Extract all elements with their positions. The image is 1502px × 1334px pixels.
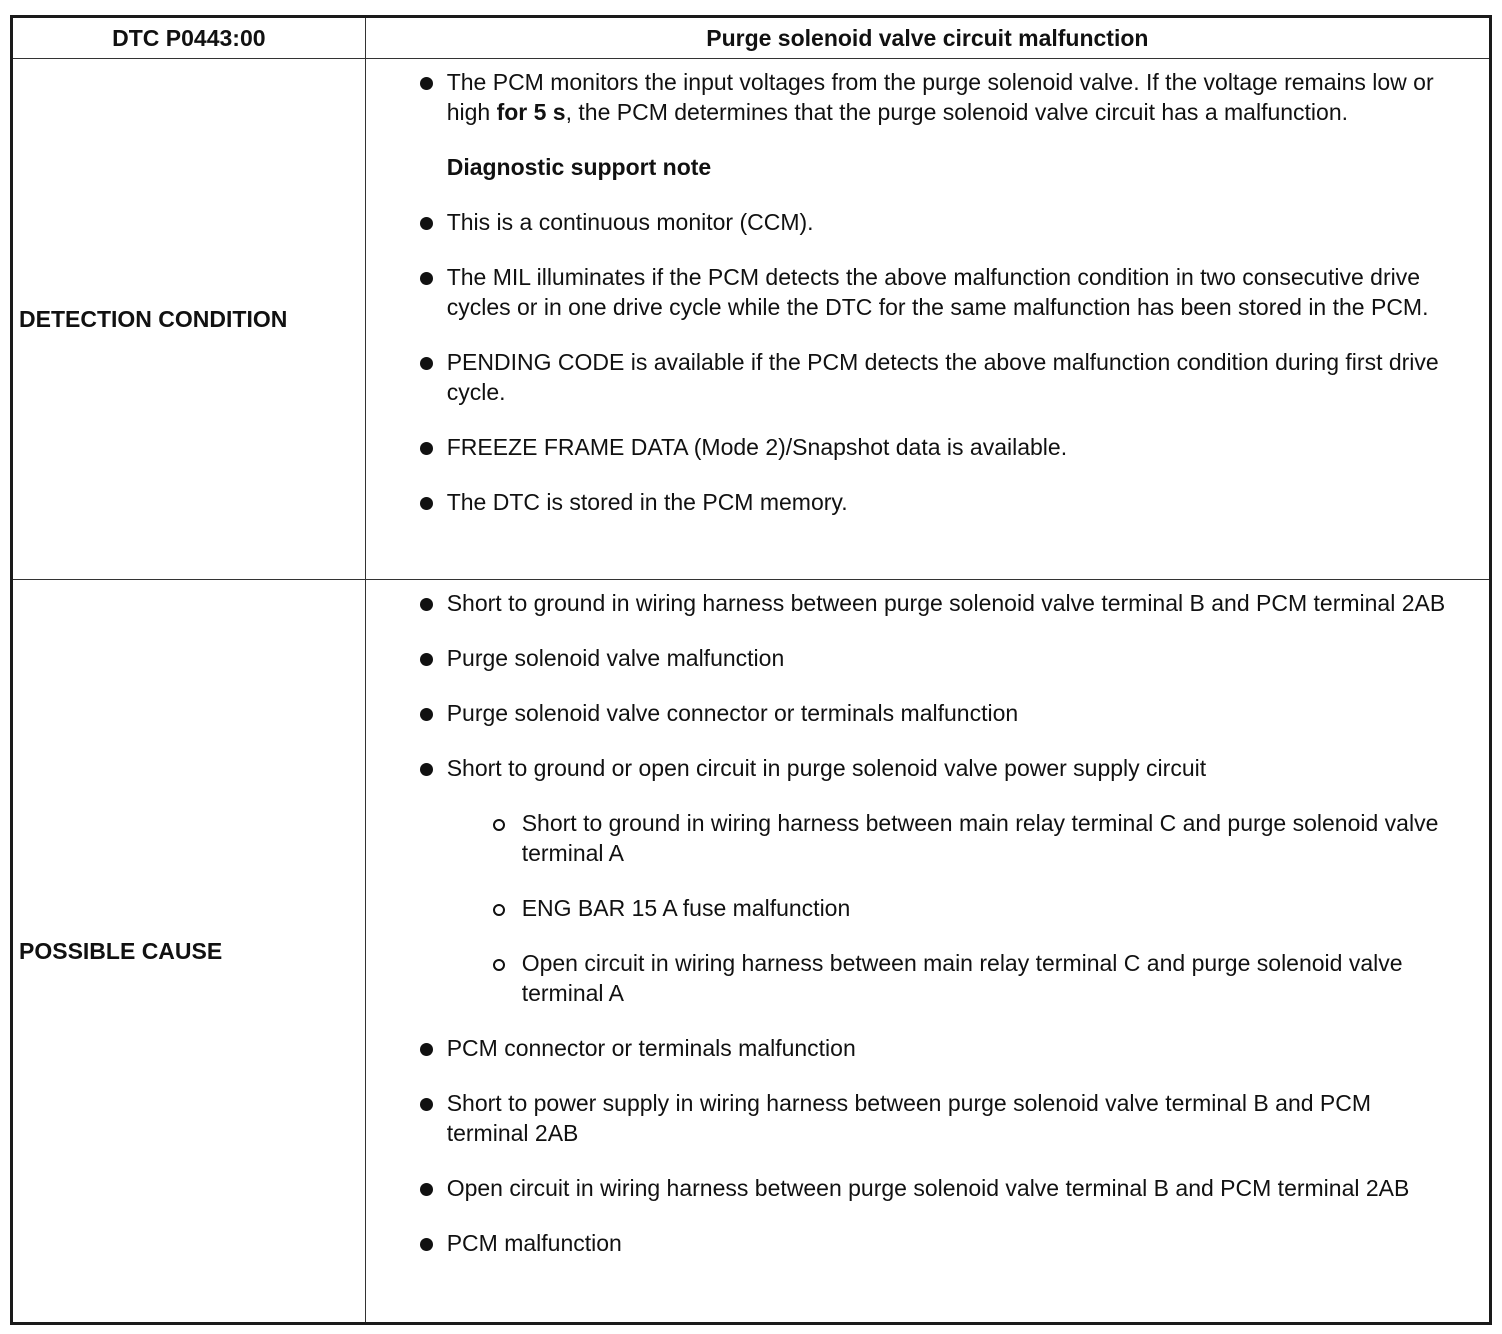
cause-item: Short to ground or open circuit in purge solenoid valve power supply circuit: [13, 753, 1459, 783]
possible-cause-content: [365, 580, 1490, 1324]
detection-condition-content: [365, 59, 1490, 580]
detection-note-item: The DTC is stored in the PCM memory.: [13, 487, 1459, 517]
detection-item-1-bold: for 5 s: [496, 99, 566, 126]
dtc-code: DTC P0443:00: [12, 17, 366, 59]
cause-item: PCM connector or terminals malfunction: [13, 1033, 1459, 1063]
detection-note-item: This is a continuous monitor (CCM).: [13, 207, 1459, 237]
possible-cause-row: [12, 580, 1491, 1324]
dtc-title: Purge solenoid valve circuit malfunction: [365, 17, 1490, 59]
detection-note-item: The MIL illuminates if the PCM detects the above malfunction condition in two consecutive drive cycles or in one drive cycle while the DTC for the same malfunction has been stored in the PCM.: [13, 262, 1459, 322]
detection-item-1-post: , the PCM determines that the purge solenoid valve circuit has a malfunction.: [565, 99, 1349, 126]
detection-condition-label: DETECTION CONDITION: [12, 59, 366, 580]
cause-sub-item: ENG BAR 15 A fuse malfunction: [13, 893, 1459, 923]
cause-item: Purge solenoid valve connector or terminals malfunction: [13, 698, 1459, 728]
cause-item: Short to power supply in wiring harness between purge solenoid valve terminal B and PCM terminal 2AB: [13, 1088, 1459, 1148]
cause-sub-item: Open circuit in wiring harness between main relay terminal C and purge solenoid valve terminal A: [13, 948, 1459, 1008]
cause-item: Short to ground in wiring harness between purge solenoid valve terminal B and PCM terminal 2AB: [13, 588, 1459, 618]
cause-item: Purge solenoid valve malfunction: [13, 643, 1459, 673]
dtc-table: [10, 15, 1492, 1325]
cause-sub-item: Short to ground in wiring harness between main relay terminal C and purge solenoid valve terminal A: [13, 808, 1459, 868]
detection-condition-row: [12, 59, 1491, 580]
possible-cause-label: POSSIBLE CAUSE: [12, 580, 366, 1324]
detection-item-1: [13, 67, 1459, 127]
header-row: [12, 17, 1491, 59]
detection-note-item: PENDING CODE is available if the PCM detects the above malfunction condition during first drive cycle.: [13, 347, 1459, 407]
diagnostic-support-note-heading: Diagnostic support note: [446, 154, 712, 181]
cause-item: Open circuit in wiring harness between purge solenoid valve terminal B and PCM terminal 2AB: [13, 1173, 1459, 1203]
cause-item: PCM malfunction: [13, 1228, 1459, 1258]
detection-item-1-pre: The PCM monitors the input voltages from the purge solenoid valve. If the voltage remains low or high: [446, 69, 1434, 126]
detection-note-item: FREEZE FRAME DATA (Mode 2)/Snapshot data is available.: [13, 432, 1459, 462]
